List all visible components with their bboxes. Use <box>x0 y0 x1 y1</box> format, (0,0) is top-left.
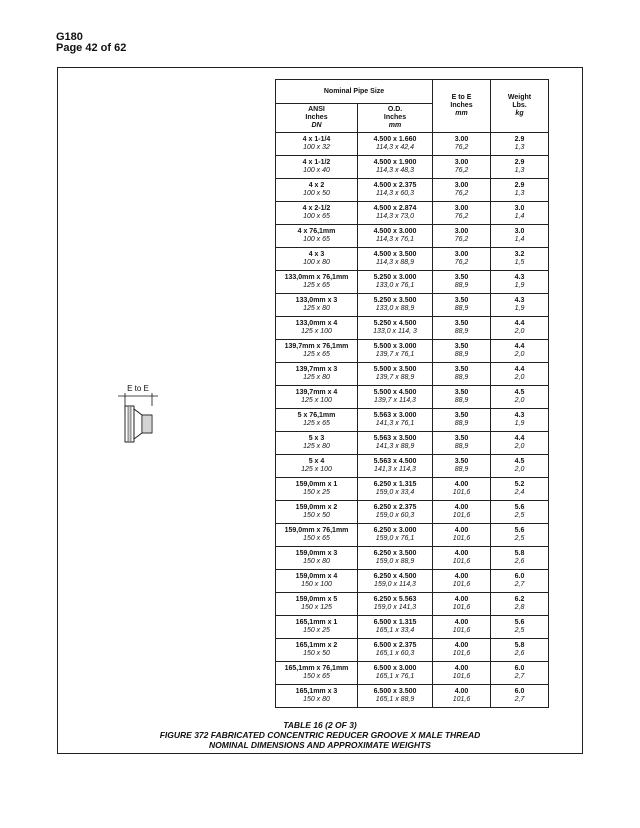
nominal-pipe-size-header: Nominal Pipe Size <box>276 80 433 104</box>
ansi-cell: 139,7mm x 4 125 x 100 <box>276 386 358 409</box>
weight-cell: 3.0 1,4 <box>491 202 549 225</box>
document-id: G180 <box>56 31 83 43</box>
ansi-cell: 139,7mm x 76,1mm 125 x 65 <box>276 340 358 363</box>
table-row <box>276 271 549 294</box>
od-cell: 5.500 x 4.500 139,7 x 114,3 <box>358 386 433 409</box>
weight-cell: 4.5 2,0 <box>491 455 549 478</box>
ansi-cell: 165,1mm x 76,1mm 150 x 65 <box>276 662 358 685</box>
weight-cell: 3.2 1,5 <box>491 248 549 271</box>
table-row <box>276 179 549 202</box>
e-to-e-label: E to E <box>127 384 149 393</box>
e-to-e-cell: 3.00 76,2 <box>433 248 491 271</box>
weight-cell: 6.0 2,7 <box>491 685 549 708</box>
e-to-e-cell: 3.00 76,2 <box>433 225 491 248</box>
table-row <box>276 616 549 639</box>
weight-cell: 4.4 2,0 <box>491 340 549 363</box>
ansi-cell: 5 x 76,1mm 125 x 65 <box>276 409 358 432</box>
e-to-e-cell: 3.00 76,2 <box>433 156 491 179</box>
table-row <box>276 547 549 570</box>
dimensions-table <box>275 79 549 708</box>
page-number: Page 42 of 62 <box>56 42 127 54</box>
od-cell: 5.563 x 4.500 141,3 x 114,3 <box>358 455 433 478</box>
table-row <box>276 432 549 455</box>
weight-cell: 4.4 2,0 <box>491 317 549 340</box>
table-row <box>276 294 549 317</box>
od-cell: 5.250 x 3.500 133,0 x 88,9 <box>358 294 433 317</box>
e-to-e-cell: 4.00 101,6 <box>433 524 491 547</box>
table-row <box>276 455 549 478</box>
weight-cell: 5.8 2,6 <box>491 547 549 570</box>
ansi-cell: 4 x 76,1mm 100 x 65 <box>276 225 358 248</box>
weight-cell: 6.0 2,7 <box>491 570 549 593</box>
weight-cell: 4.4 2,0 <box>491 432 549 455</box>
table-row <box>276 248 549 271</box>
ansi-cell: 165,1mm x 3 150 x 80 <box>276 685 358 708</box>
table-row <box>276 478 549 501</box>
reducer-figure <box>110 382 166 444</box>
e-to-e-cell: 4.00 101,6 <box>433 547 491 570</box>
weight-cell: 6.0 2,7 <box>491 662 549 685</box>
table-row <box>276 685 549 708</box>
weight-cell: 2.9 1,3 <box>491 133 549 156</box>
od-cell: 6.500 x 3.500 165,1 x 88,9 <box>358 685 433 708</box>
od-cell: 5.500 x 3.000 139,7 x 76,1 <box>358 340 433 363</box>
od-cell: 5.500 x 3.500 139,7 x 88,9 <box>358 363 433 386</box>
e-to-e-cell: 3.50 88,9 <box>433 317 491 340</box>
table-row <box>276 409 549 432</box>
weight-cell: 3.0 1,4 <box>491 225 549 248</box>
ansi-cell: 5 x 3 125 x 80 <box>276 432 358 455</box>
table-row <box>276 156 549 179</box>
table-row <box>276 593 549 616</box>
e-to-e-cell: 3.50 88,9 <box>433 432 491 455</box>
weight-cell: 5.6 2,5 <box>491 501 549 524</box>
table-row <box>276 662 549 685</box>
ansi-cell: 4 x 2 100 x 50 <box>276 179 358 202</box>
weight-cell: 2.9 1,3 <box>491 156 549 179</box>
od-cell: 4.500 x 1.900 114,3 x 48,3 <box>358 156 433 179</box>
od-cell: 6.500 x 2.375 165,1 x 60,3 <box>358 639 433 662</box>
ansi-cell: 159,0mm x 1 150 x 25 <box>276 478 358 501</box>
caption-line-1: TABLE 16 (2 OF 3) <box>283 720 357 730</box>
ansi-cell: 133,0mm x 76,1mm 125 x 65 <box>276 271 358 294</box>
ansi-header: ANSI Inches DN <box>276 104 358 133</box>
od-cell: 6.500 x 1.315 165,1 x 33,4 <box>358 616 433 639</box>
ansi-cell: 165,1mm x 1 150 x 25 <box>276 616 358 639</box>
e-to-e-cell: 4.00 101,6 <box>433 501 491 524</box>
table-row <box>276 639 549 662</box>
thread-end <box>142 415 152 433</box>
e-to-e-cell: 3.50 88,9 <box>433 363 491 386</box>
ansi-cell: 159,0mm x 4 150 x 100 <box>276 570 358 593</box>
e-to-e-cell: 3.50 88,9 <box>433 455 491 478</box>
table-caption <box>57 720 583 750</box>
weight-cell: 4.3 1,9 <box>491 294 549 317</box>
od-cell: 4.500 x 2.874 114,3 x 73,0 <box>358 202 433 225</box>
e-to-e-cell: 3.50 88,9 <box>433 409 491 432</box>
ansi-cell: 4 x 2-1/2 100 x 65 <box>276 202 358 225</box>
od-cell: 6.500 x 3.000 165,1 x 76,1 <box>358 662 433 685</box>
weight-cell: 5.6 2,5 <box>491 616 549 639</box>
e-to-e-cell: 3.00 76,2 <box>433 202 491 225</box>
e-to-e-cell: 4.00 101,6 <box>433 662 491 685</box>
ansi-cell: 159,0mm x 2 150 x 50 <box>276 501 358 524</box>
e-to-e-cell: 4.00 101,6 <box>433 570 491 593</box>
ansi-cell: 159,0mm x 5 150 x 125 <box>276 593 358 616</box>
weight-cell: 4.3 1,9 <box>491 409 549 432</box>
e-to-e-cell: 4.00 101,6 <box>433 685 491 708</box>
e-to-e-cell: 3.50 88,9 <box>433 386 491 409</box>
od-cell: 6.250 x 4.500 159,0 x 114,3 <box>358 570 433 593</box>
e-to-e-header: E to E Inches mm <box>433 80 491 133</box>
od-cell: 4.500 x 1.660 114,3 x 42,4 <box>358 133 433 156</box>
od-cell: 5.563 x 3.500 141,3 x 88,9 <box>358 432 433 455</box>
ansi-cell: 133,0mm x 4 125 x 100 <box>276 317 358 340</box>
od-cell: 6.250 x 2.375 159,0 x 60,3 <box>358 501 433 524</box>
od-cell: 6.250 x 3.500 159,0 x 88,9 <box>358 547 433 570</box>
e-to-e-cell: 3.00 76,2 <box>433 133 491 156</box>
ansi-cell: 4 x 1-1/2 100 x 40 <box>276 156 358 179</box>
table-row <box>276 340 549 363</box>
e-to-e-cell: 3.50 88,9 <box>433 294 491 317</box>
e-to-e-cell: 3.00 76,2 <box>433 179 491 202</box>
weight-cell: 4.3 1,9 <box>491 271 549 294</box>
groove-band <box>128 406 131 442</box>
od-cell: 6.250 x 3.000 159,0 x 76,1 <box>358 524 433 547</box>
od-cell: 6.250 x 5.563 159,0 x 141,3 <box>358 593 433 616</box>
weight-header: Weight Lbs. kg <box>491 80 549 133</box>
ansi-cell: 159,0mm x 76,1mm 150 x 65 <box>276 524 358 547</box>
table-row <box>276 317 549 340</box>
e-to-e-cell: 4.00 101,6 <box>433 616 491 639</box>
e-to-e-cell: 4.00 101,6 <box>433 593 491 616</box>
od-cell: 5.250 x 4.500 133,0 x 114, 3 <box>358 317 433 340</box>
table-row <box>276 225 549 248</box>
caption-line-3: NOMINAL DIMENSIONS AND APPROXIMATE WEIGHTS <box>209 740 431 750</box>
table-row <box>276 570 549 593</box>
e-to-e-cell: 3.50 88,9 <box>433 271 491 294</box>
reducer-body <box>134 409 142 439</box>
weight-cell: 5.6 2,5 <box>491 524 549 547</box>
e-to-e-cell: 3.50 88,9 <box>433 340 491 363</box>
table-row <box>276 133 549 156</box>
table-row <box>276 363 549 386</box>
od-cell: 6.250 x 1.315 159,0 x 33,4 <box>358 478 433 501</box>
table-row <box>276 202 549 225</box>
od-cell: 4.500 x 3.000 114,3 x 76,1 <box>358 225 433 248</box>
od-header: O.D. Inches mm <box>358 104 433 133</box>
table-row <box>276 501 549 524</box>
weight-cell: 5.2 2,4 <box>491 478 549 501</box>
ansi-cell: 5 x 4 125 x 100 <box>276 455 358 478</box>
weight-cell: 5.8 2,6 <box>491 639 549 662</box>
ansi-cell: 133,0mm x 3 125 x 80 <box>276 294 358 317</box>
ansi-cell: 159,0mm x 3 150 x 80 <box>276 547 358 570</box>
ansi-cell: 165,1mm x 2 150 x 50 <box>276 639 358 662</box>
weight-cell: 6.2 2,8 <box>491 593 549 616</box>
od-cell: 5.250 x 3.000 133,0 x 76,1 <box>358 271 433 294</box>
weight-cell: 4.4 2,0 <box>491 363 549 386</box>
ansi-cell: 4 x 1-1/4 100 x 32 <box>276 133 358 156</box>
weight-cell: 4.5 2,0 <box>491 386 549 409</box>
od-cell: 4.500 x 2.375 114,3 x 60,3 <box>358 179 433 202</box>
weight-cell: 2.9 1,3 <box>491 179 549 202</box>
ansi-cell: 139,7mm x 3 125 x 80 <box>276 363 358 386</box>
e-to-e-cell: 4.00 101,6 <box>433 639 491 662</box>
caption-line-2: FIGURE 372 FABRICATED CONCENTRIC REDUCER GROOVE X MALE THREAD <box>159 730 481 740</box>
table-row <box>276 524 549 547</box>
od-cell: 5.563 x 3.000 141,3 x 76,1 <box>358 409 433 432</box>
ansi-cell: 4 x 3 100 x 80 <box>276 248 358 271</box>
table-row <box>276 386 549 409</box>
e-to-e-cell: 4.00 101,6 <box>433 478 491 501</box>
od-cell: 4.500 x 3.500 114,3 x 88,9 <box>358 248 433 271</box>
